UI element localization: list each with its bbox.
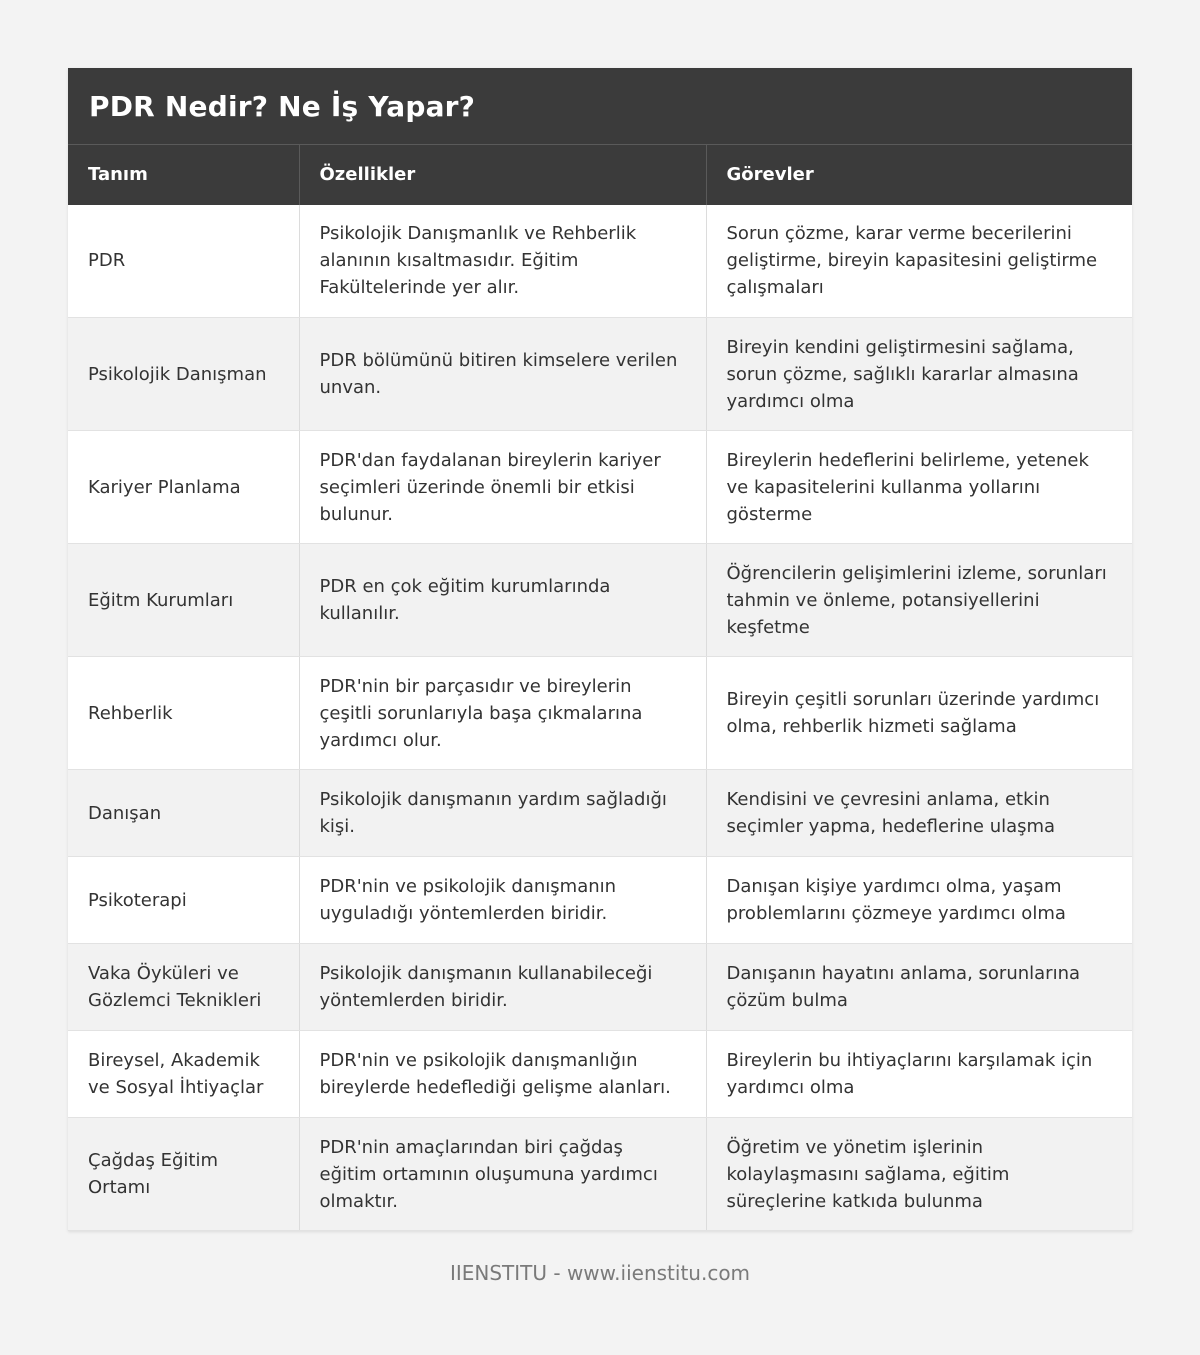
cell-ozellikler: PDR'nin ve psikolojik danışmanlığın bireylerde hedeflediği gelişme alanları. — [299, 1031, 706, 1118]
cell-tanim: PDR — [68, 205, 299, 318]
cell-gorevler: Öğrencilerin gelişimlerini izleme, sorunları tahmin ve önleme, potansiyellerini keşfetme — [706, 544, 1132, 657]
cell-ozellikler: PDR'nin bir parçasıdır ve bireylerin çeşitli sorunlarıyla başa çıkmalarına yardımcı olur. — [299, 657, 706, 770]
cell-gorevler: Bireylerin bu ihtiyaçlarını karşılamak için yardımcı olma — [706, 1031, 1132, 1118]
cell-ozellikler: PDR'nin ve psikolojik danışmanın uyguladığı yöntemlerden biridir. — [299, 857, 706, 944]
cell-tanim: Psikolojik Danışman — [68, 318, 299, 431]
cell-tanim: Kariyer Planlama — [68, 431, 299, 544]
cell-gorevler: Öğretim ve yönetim işlerinin kolaylaşmasını sağlama, eğitim süreçlerine katkıda bulunma — [706, 1118, 1132, 1231]
cell-ozellikler: Psikolojik Danışmanlık ve Rehberlik alanının kısaltmasıdır. Eğitim Fakültelerinde yer alır. — [299, 205, 706, 318]
table-row — [68, 205, 1132, 318]
column-header-tanim: Tanım — [68, 145, 299, 205]
cell-gorevler: Bireylerin hedeflerini belirleme, yetenek ve kapasitelerini kullanma yollarını gösterme — [706, 431, 1132, 544]
cell-tanim: Bireysel, Akademik ve Sosyal İhtiyaçlar — [68, 1031, 299, 1118]
table-card — [68, 68, 1132, 1231]
table-header-row — [68, 145, 1132, 205]
column-header-gorevler: Görevler — [706, 145, 1132, 205]
cell-gorevler: Sorun çözme, karar verme becerilerini geliştirme, bireyin kapasitesini geliştirme çalışmaları — [706, 205, 1132, 318]
table-row — [68, 544, 1132, 657]
table-row — [68, 944, 1132, 1031]
table-row — [68, 1118, 1132, 1231]
cell-tanim: Vaka Öyküleri ve Gözlemci Teknikleri — [68, 944, 299, 1031]
cell-tanim: Psikoterapi — [68, 857, 299, 944]
table-row — [68, 657, 1132, 770]
cell-ozellikler: PDR'nin amaçlarından biri çağdaş eğitim ortamının oluşumuna yardımcı olmaktır. — [299, 1118, 706, 1231]
cell-tanim: Eğitm Kurumları — [68, 544, 299, 657]
table-row — [68, 318, 1132, 431]
cell-gorevler: Danışan kişiye yardımcı olma, yaşam problemlarını çözmeye yardımcı olma — [706, 857, 1132, 944]
cell-ozellikler: Psikolojik danışmanın kullanabileceği yöntemlerden biridir. — [299, 944, 706, 1031]
table-row — [68, 431, 1132, 544]
cell-ozellikler: Psikolojik danışmanın yardım sağladığı kişi. — [299, 770, 706, 857]
cell-gorevler: Bireyin çeşitli sorunları üzerinde yardımcı olma, rehberlik hizmeti sağlama — [706, 657, 1132, 770]
data-table — [68, 144, 1132, 1231]
cell-tanim: Çağdaş Eğitim Ortamı — [68, 1118, 299, 1231]
table-row — [68, 857, 1132, 944]
cell-ozellikler: PDR bölümünü bitiren kimselere verilen unvan. — [299, 318, 706, 431]
cell-ozellikler: PDR en çok eğitim kurumlarında kullanılır. — [299, 544, 706, 657]
cell-gorevler: Danışanın hayatını anlama, sorunlarına çözüm bulma — [706, 944, 1132, 1031]
page-title: PDR Nedir? Ne İş Yapar? — [89, 89, 476, 123]
cell-ozellikler: PDR'dan faydalanan bireylerin kariyer seçimleri üzerinde önemli bir etkisi bulunur. — [299, 431, 706, 544]
column-header-ozellikler: Özellikler — [299, 145, 706, 205]
title-bar — [68, 68, 1132, 144]
cell-tanim: Rehberlik — [68, 657, 299, 770]
cell-gorevler: Kendisini ve çevresini anlama, etkin seçimler yapma, hedeflerine ulaşma — [706, 770, 1132, 857]
table-row — [68, 1031, 1132, 1118]
table-row — [68, 770, 1132, 857]
cell-tanim: Danışan — [68, 770, 299, 857]
footer-credit: IIENSTITU - www.iienstitu.com — [449, 1261, 751, 1285]
cell-gorevler: Bireyin kendini geliştirmesini sağlama, sorun çözme, sağlıklı kararlar almasına yardımcı olma — [706, 318, 1132, 431]
